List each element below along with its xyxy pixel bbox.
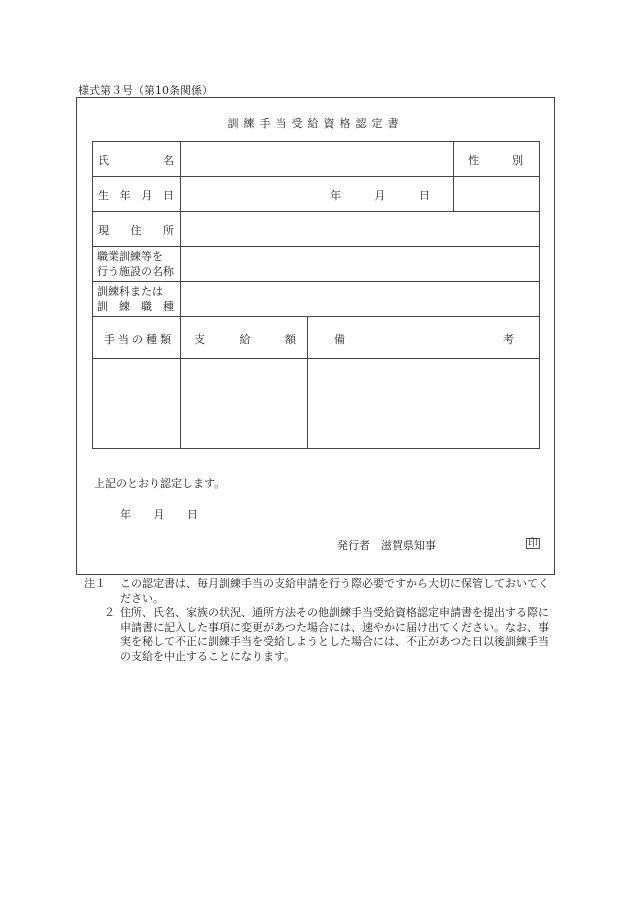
course-value[interactable] xyxy=(181,282,539,316)
certification-date: 年 月 日 xyxy=(120,508,198,521)
table-border-bottom xyxy=(92,448,540,449)
gender-label: 性 別 xyxy=(468,154,523,167)
allowance-remarks-cell[interactable] xyxy=(308,359,539,448)
address-label: 現 住 所 xyxy=(98,224,174,237)
name-label: 氏 名 xyxy=(98,154,174,167)
address-value[interactable] xyxy=(181,212,539,246)
issuer-label: 発行者 滋賀県知事 xyxy=(337,539,436,552)
gender-value[interactable] xyxy=(454,177,539,211)
name-value[interactable] xyxy=(181,142,453,176)
form-number-label: 様式第３号（第10条関係） xyxy=(78,84,213,97)
seal-mark: 印 xyxy=(528,538,538,549)
table-border-right xyxy=(539,141,540,449)
allowance-type-cell[interactable] xyxy=(93,359,180,448)
note-item: 注１ この認定書は、毎月訓練手当の支給申請を行う際必要ですから大切に保管しておいてください。 xyxy=(84,577,549,605)
allowance-amount-header: 支 給 額 xyxy=(194,333,296,346)
allowance-amount-cell[interactable] xyxy=(181,359,307,448)
birth-date-label: 生 年 月 日 xyxy=(98,189,174,202)
allowance-type-header: 手当の種類 xyxy=(104,333,174,346)
table-rule xyxy=(92,316,540,317)
certification-statement: 上記のとおり認定します。 xyxy=(94,477,226,490)
note-item: ２ 住所、氏名、家族の状況、通所方法その他訓練手当受給資格認定申請書を提出する際に申請書に記入した事項に変更があつた場合には、速やかに届け出てください。なお、事実を秘して不正に訓練手当を受給しようとした場合には、不正があつた日以後訓練手当の支給を中止することになります。 xyxy=(104,606,549,663)
document-title: 訓練手当受給資格認定書 xyxy=(227,117,404,130)
allowance-remarks-header: 備 考 xyxy=(334,333,514,346)
facility-label: 職業訓練等を 行う施設の名称 xyxy=(97,250,174,278)
notes-section xyxy=(84,577,554,664)
course-label: 訓練科または 訓 練 職 種 xyxy=(97,285,174,313)
facility-value[interactable] xyxy=(181,247,539,281)
birth-date-value[interactable]: 年 月 日 xyxy=(330,189,430,202)
